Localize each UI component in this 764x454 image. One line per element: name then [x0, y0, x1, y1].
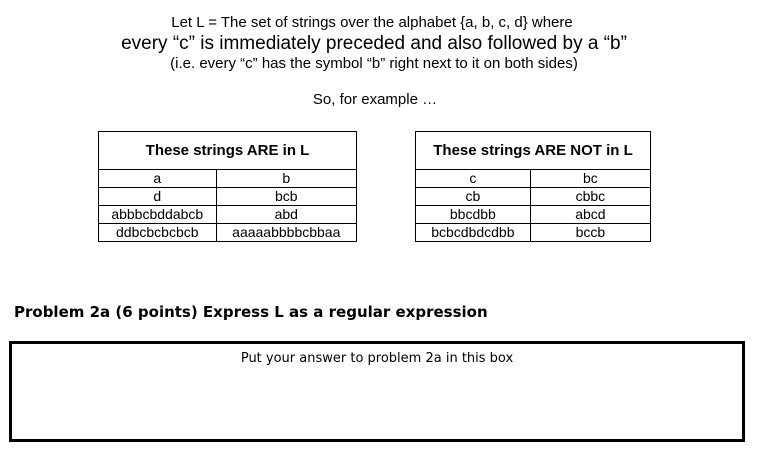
table-row — [99, 188, 357, 206]
in-language-table — [98, 131, 357, 242]
table-cell: cbbc — [530, 188, 650, 206]
table-cell: b — [216, 170, 356, 188]
table-cell: bbcdbb — [416, 206, 531, 224]
table-header-row — [99, 132, 357, 170]
intro-definition-line: Let L = The set of strings over the alphabet {a, b, c, d} where — [171, 14, 573, 31]
table-cell: abd — [216, 206, 356, 224]
table-cell: bcbcdbdcdbb — [416, 224, 531, 242]
table-row — [416, 206, 651, 224]
table-row — [99, 170, 357, 188]
table-cell: bcb — [216, 188, 356, 206]
not-in-language-table — [415, 131, 651, 242]
table-cell: aaaaabbbbcbbaa — [216, 224, 356, 242]
table-cell: bccb — [530, 224, 650, 242]
table-cell: c — [416, 170, 531, 188]
table-row — [416, 224, 651, 242]
intro-condition-line: every “c” is immediately preceded and also followed by a “b” — [121, 33, 627, 54]
in-language-header: These strings ARE in L — [99, 132, 357, 170]
table-row — [99, 206, 357, 224]
answer-box[interactable] — [9, 341, 745, 442]
problem-title: Problem 2a (6 points) Express L as a regular expression — [14, 303, 488, 321]
not-in-language-header: These strings ARE NOT in L — [416, 132, 651, 170]
table-row — [416, 170, 651, 188]
intro-clarification-line: (i.e. every “c” has the symbol “b” right next to it on both sides) — [170, 55, 578, 72]
example-lead: So, for example … — [312, 91, 438, 108]
table-row — [99, 224, 357, 242]
table-cell: abbbcbddabcb — [99, 206, 217, 224]
table-cell: abcd — [530, 206, 650, 224]
table-cell: a — [99, 170, 217, 188]
table-cell: bc — [530, 170, 650, 188]
table-cell: ddbcbcbcbcb — [99, 224, 217, 242]
table-header-row — [416, 132, 651, 170]
table-cell: d — [99, 188, 217, 206]
table-row — [416, 188, 651, 206]
table-cell: cb — [416, 188, 531, 206]
answer-prompt: Put your answer to problem 2a in this box — [240, 351, 514, 366]
